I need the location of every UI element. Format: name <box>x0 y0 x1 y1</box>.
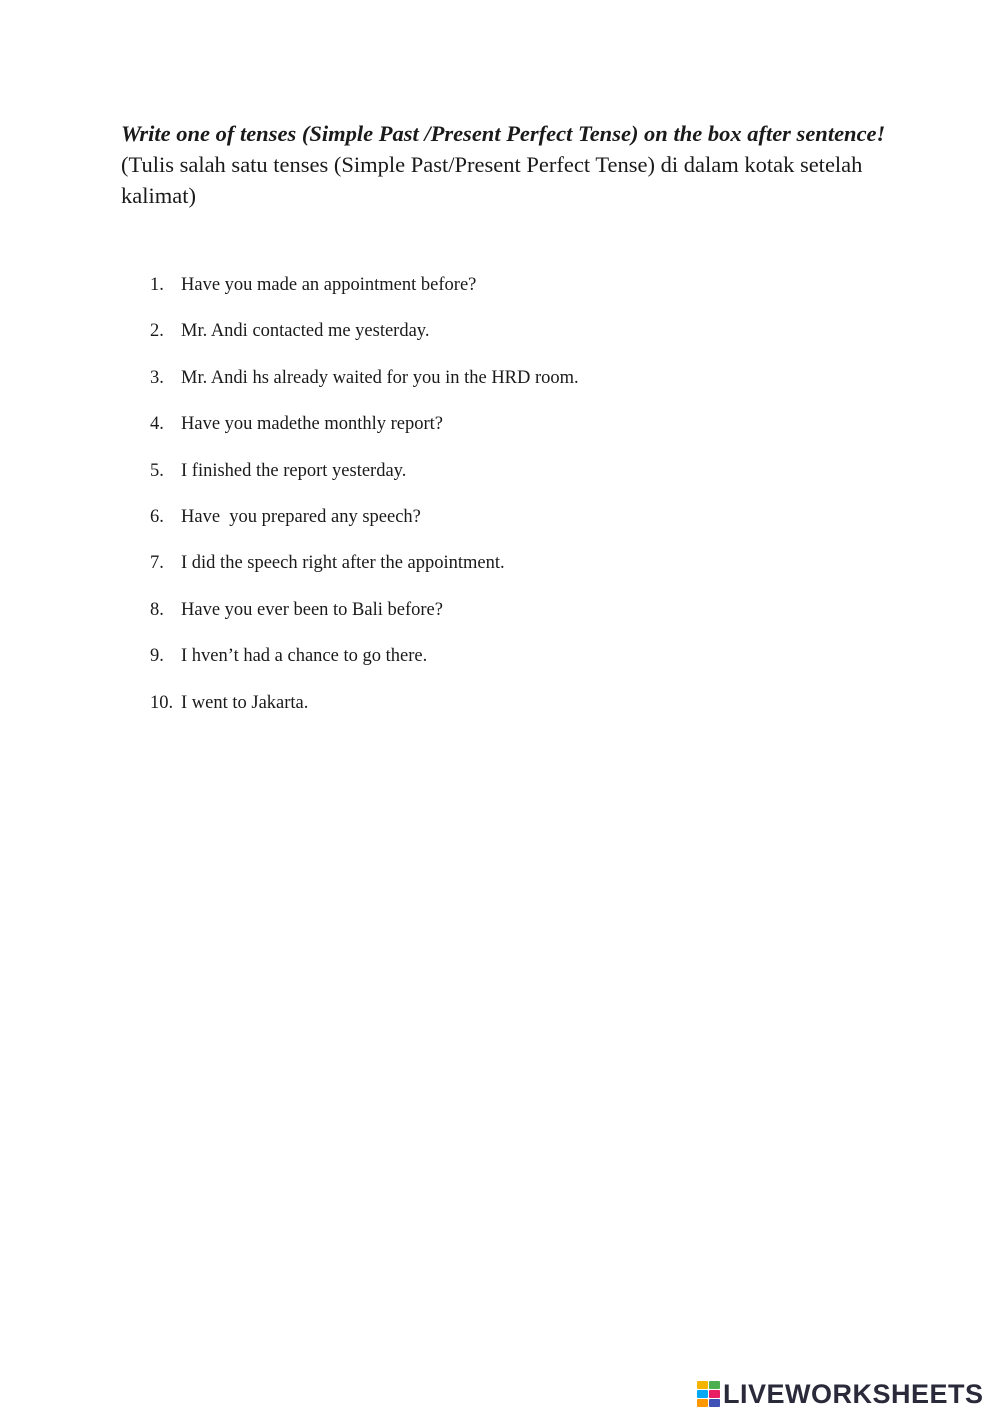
sentence-text: Have you made an appointment before? <box>181 275 477 295</box>
list-item <box>150 643 579 689</box>
sentence-text: I went to Jakarta. <box>181 692 309 713</box>
instruction-text <box>121 118 901 211</box>
sentence-text: Have you madethe monthly report? <box>181 414 443 435</box>
list-item <box>150 272 579 318</box>
list-item <box>150 690 579 736</box>
sentence-text: Mr. Andi hs already waited for you in the HRD room. <box>181 367 579 388</box>
sentence-list <box>150 272 579 736</box>
logo-text: LIVEWORKSHEETS <box>723 1378 984 1409</box>
sentence-text: Mr. Andi contacted me yesterday. <box>181 321 430 342</box>
item-number: 7. <box>150 553 164 574</box>
item-number: 6. <box>150 506 164 527</box>
instruction-indonesian: (Tulis salah satu tenses (Simple Past/Present Perfect Tense) di dalam kotak setelah kalimat) <box>121 152 863 208</box>
logo-block <box>697 1381 708 1389</box>
logo-block <box>697 1390 708 1398</box>
item-number: 2. <box>150 321 164 342</box>
logo-block <box>709 1381 720 1389</box>
list-item <box>150 458 579 504</box>
liveworksheets-logo <box>697 1379 984 1409</box>
sentence-text: Have you ever been to Bali before? <box>181 599 443 620</box>
list-item <box>150 504 579 550</box>
logo-block <box>709 1399 720 1407</box>
item-number: 5. <box>150 460 164 481</box>
sentence-text: Have you prepared any speech? <box>181 506 421 527</box>
liveworksheets-logo-icon <box>697 1381 720 1408</box>
instruction-english: Write one of tenses (Simple Past /Present Perfect Tense) on the box after sentence! <box>121 121 886 146</box>
item-number: 9. <box>150 646 164 667</box>
list-item <box>150 550 579 596</box>
list-item <box>150 597 579 643</box>
sentence-text: I did the speech right after the appointment. <box>181 553 505 574</box>
item-number: 4. <box>150 414 164 435</box>
list-item <box>150 411 579 457</box>
list-item <box>150 365 579 411</box>
item-number: 1. <box>150 275 164 295</box>
item-number: 10. <box>150 692 174 713</box>
sentence-text: I finished the report yesterday. <box>181 460 407 481</box>
list-item <box>150 318 579 364</box>
sentence-text: I hven’t had a chance to go there. <box>181 646 428 667</box>
logo-block <box>709 1390 720 1398</box>
item-number: 3. <box>150 367 164 388</box>
logo-block <box>697 1399 708 1407</box>
item-number: 8. <box>150 599 164 620</box>
